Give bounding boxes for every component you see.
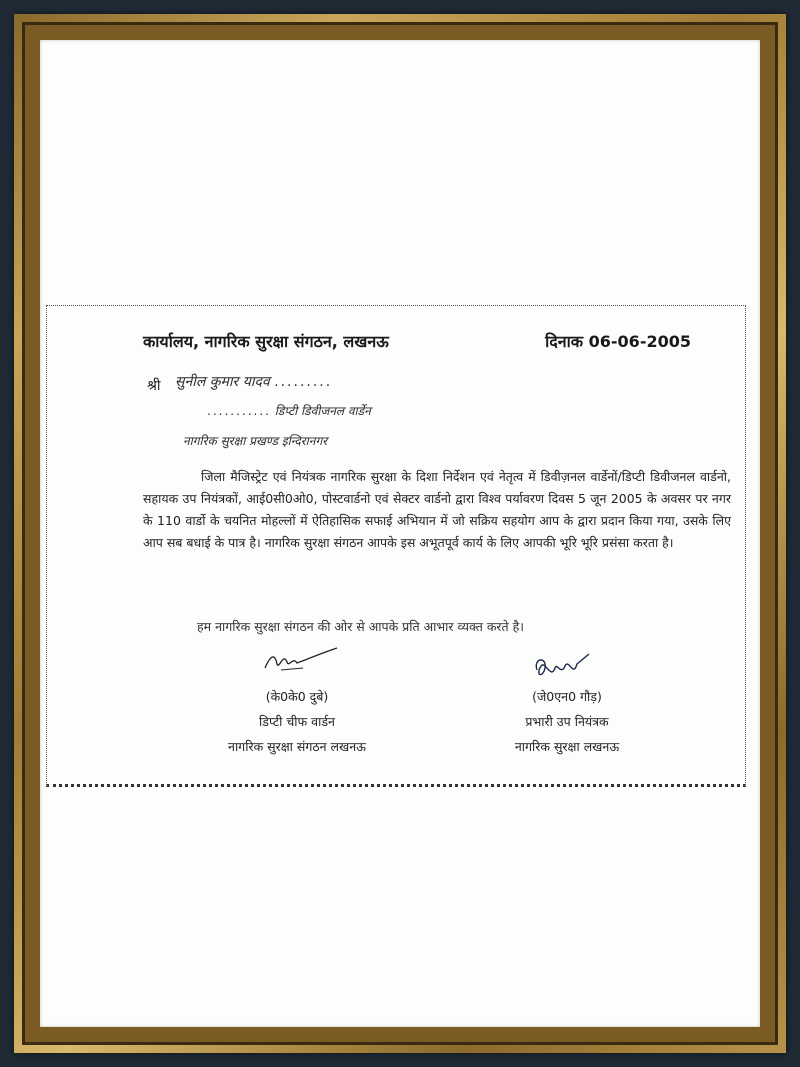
office-title: कार्यालय, नागरिक सुरक्षा संगठन, लखनऊ — [143, 332, 389, 351]
left-signature-icon — [261, 644, 341, 674]
left-signatory — [197, 684, 397, 759]
right-signatory-designation: प्रभारी उप नियंत्रक — [525, 714, 609, 729]
right-signatory-organization: नागरिक सुरक्षा लखनऊ — [514, 739, 620, 754]
recipient-name: सुनील कुमार यादव — [175, 374, 270, 390]
certificate-letter — [46, 305, 746, 787]
recipient-designation: डिप्टी डिवीजनल वार्डेन — [274, 404, 371, 418]
salutation: श्री — [147, 378, 161, 394]
left-signatory-organization: नागरिक सुरक्षा संगठन लखनऊ — [228, 739, 366, 754]
left-signatory-designation: डिप्टी चीफ वार्डन — [259, 714, 335, 729]
letter-body: जिला मैजिस्ट्रेट एवं नियंत्रक नागरिक सुरक्षा के दिशा निर्देशन एवं नेतृत्व में डिवीज़नल वार्डेनों/डिप्टी डिवीजनल वार्डनो, सहायक उप नियंत्रकों, आई0सी0ओ0, पोस्टवार्डनो एवं सेक्टर वार्डनो द्वारा विश्व पर्यावरण दिवस 5 जून 2005 के अवसर पर नगर के 110 वार्डो के चयनित मोहल्लों में ऐतिहासिक सफाई अभियान में जो सक्रिय सहयोग आप के द्वारा प्रदान किया गया, उसके लिए आप सब बधाई के पात्र है। नागरिक सुरक्षा संगठन आपके इस अभूतपूर्व कार्य के लिए आपकी भूरि भूरि प्रसंसा करता है। — [143, 469, 731, 550]
recipient-designation-line: ........... डिप्टी डिवीजनल वार्डेन — [207, 404, 371, 418]
left-signatory-name: (के0के0 दुबे) — [265, 689, 329, 704]
recipient-address: नागरिक सुरक्षा प्रखण्ड इन्दिरानगर — [183, 434, 328, 448]
closing-line: हम नागरिक सुरक्षा संगठन की ओर से आपके प्रति आभार व्यक्त करते है। — [197, 619, 525, 634]
right-signatory-name: (जे0एन0 गौड़) — [532, 689, 602, 704]
letter-date: दिनाक 06-06-2005 — [545, 332, 691, 351]
right-signature-icon — [529, 650, 595, 684]
right-signatory — [467, 684, 667, 759]
recipient-line: सुनील कुमार यादव ......... — [175, 374, 333, 390]
